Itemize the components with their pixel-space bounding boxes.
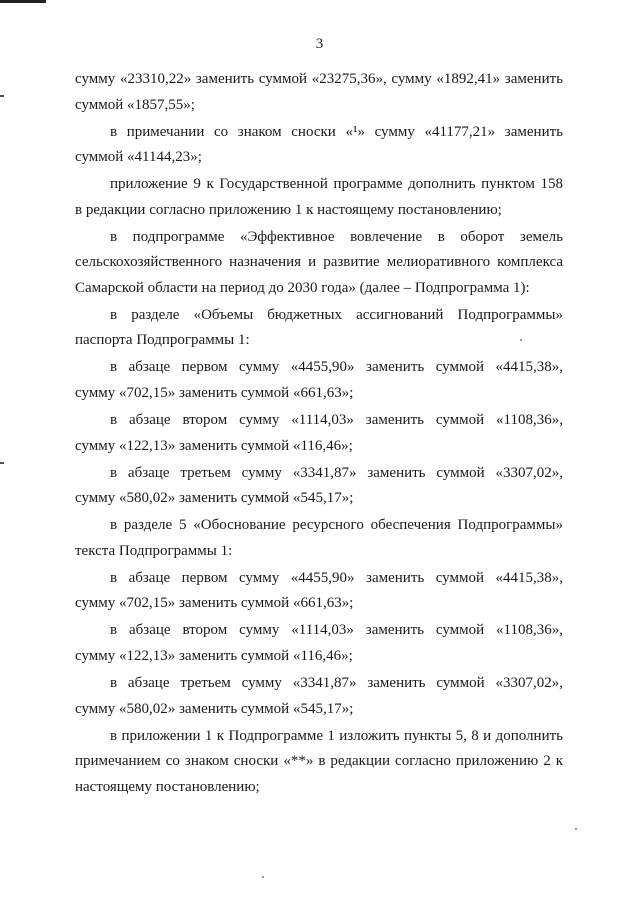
paragraph: [75, 303, 563, 354]
text-line: в абзаце третьем сумму «3341,87» заменить суммой «3307,02»,: [110, 675, 563, 692]
text-line: примечанием со знаком сноски «**» в редакции согласно приложению 2 к: [75, 753, 563, 770]
paragraph: [75, 566, 563, 617]
paragraph: [75, 671, 563, 722]
text-line: текста Подпрограммы 1:: [75, 542, 233, 559]
paragraph: [75, 120, 563, 171]
text-line: в абзаце втором сумму «1114,03» заменить суммой «1108,36»,: [110, 622, 563, 639]
scan-edge-artifact: [0, 0, 46, 3]
paragraph: [75, 408, 563, 459]
text-line: в подпрограмме «Эффективное вовлечение в оборот земель: [110, 228, 563, 245]
scan-edge-mark: [0, 462, 4, 464]
paragraph: [75, 172, 563, 223]
scan-edge-mark: [0, 95, 4, 97]
paragraph: [75, 355, 563, 406]
text-line: сумму «580,02» заменить суммой «545,17»;: [75, 700, 354, 717]
paragraph: [75, 225, 563, 302]
scan-speck: [575, 828, 577, 830]
paragraph: [75, 461, 563, 512]
text-line: в абзаце втором сумму «1114,03» заменить суммой «1108,36»,: [110, 412, 563, 429]
text-line: паспорта Подпрограммы 1:: [75, 332, 250, 349]
text-line: в абзаце первом сумму «4455,90» заменить суммой «4415,38»,: [110, 569, 563, 586]
text-line: суммой «41144,23»;: [75, 149, 202, 166]
text-line: в примечании со знаком сноски «¹» сумму «41177,21» заменить: [110, 123, 563, 140]
text-line: сумму «23310,22» заменить суммой «23275,36», сумму «1892,41» заменить: [75, 71, 563, 87]
text-line: в разделе «Объемы бюджетных ассигнований Подпрограммы»: [110, 306, 563, 323]
paragraph: [75, 618, 563, 669]
text-line: сумму «702,15» заменить суммой «661,63»;: [75, 595, 354, 612]
text-line: настоящему постановлению;: [75, 778, 260, 795]
text-line: суммой «1857,55»;: [75, 96, 195, 113]
text-line: в редакции согласно приложению 1 к настоящему постановлению;: [75, 201, 502, 218]
text-line: в абзаце третьем сумму «3341,87» заменить суммой «3307,02»,: [110, 464, 563, 481]
text-line: сельскохозяйственного назначения и развитие мелиоративного комплекса: [75, 254, 563, 271]
text-line: сумму «580,02» заменить суммой «545,17»;: [75, 490, 354, 507]
text-line: Самарской области на период до 2030 года» (далее – Подпрограмма 1):: [75, 279, 530, 296]
document-body: [75, 67, 563, 800]
text-line: сумму «122,13» заменить суммой «116,46»;: [75, 437, 353, 454]
text-line: сумму «702,15» заменить суммой «661,63»;: [75, 384, 354, 401]
text-line: приложение 9 к Государственной программе дополнить пунктом 158: [110, 176, 563, 193]
paragraph: [75, 67, 563, 118]
text-line: в абзаце первом сумму «4455,90» заменить суммой «4415,38»,: [110, 359, 563, 376]
page-number: 3: [315, 36, 324, 52]
paragraph: [75, 724, 563, 801]
paragraph: [75, 513, 563, 564]
scan-speck: [262, 876, 264, 878]
text-line: в приложении 1 к Подпрограмме 1 изложить пункты 5, 8 и дополнить: [110, 727, 563, 744]
text-line: сумму «122,13» заменить суммой «116,46»;: [75, 647, 353, 664]
text-line: в разделе 5 «Обоснование ресурсного обеспечения Подпрограммы»: [110, 517, 563, 534]
